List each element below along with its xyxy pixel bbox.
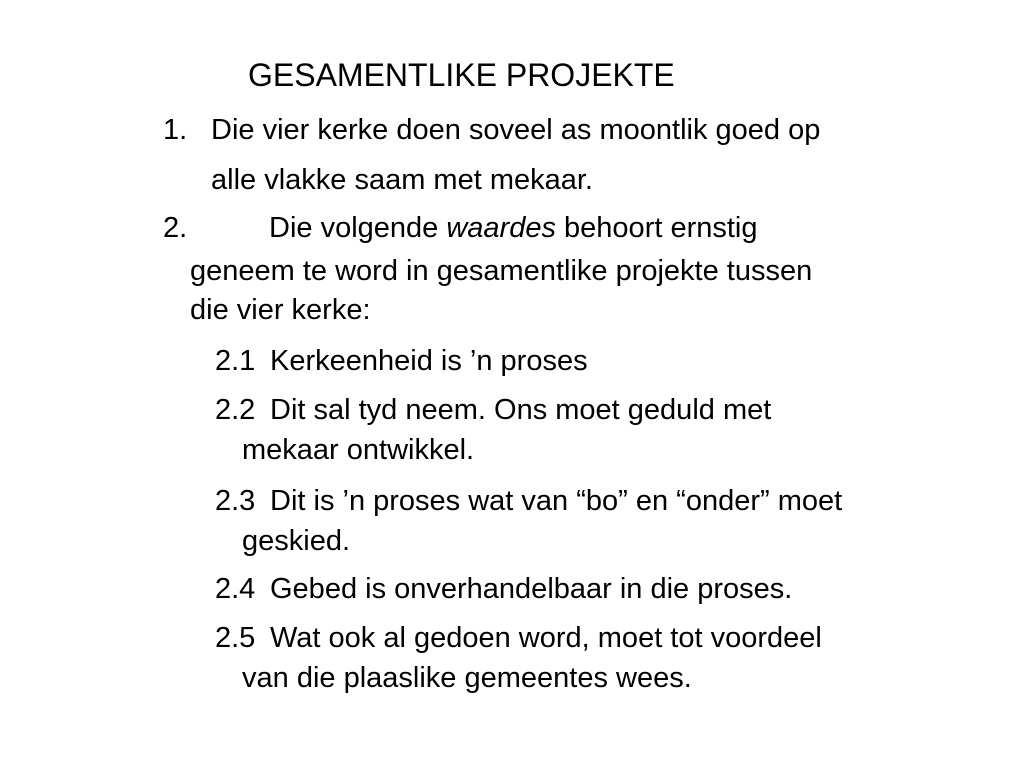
subitem-number: 2.2: [215, 394, 256, 426]
item-2-number: 2.: [163, 212, 188, 244]
subitem-2-3: [215, 483, 842, 519]
item-1-text: Die vier kerke doen soveel as moontlik goed op: [211, 114, 821, 146]
subitem-2-5-continuation: van die plaaslike gemeentes wees.: [242, 662, 692, 694]
subitem-text: Dit sal tyd neem. Ons moet geduld met: [270, 394, 772, 426]
subitem-2-2: [215, 392, 771, 428]
subitem-2-1: [215, 343, 588, 379]
subitem-2-3-continuation: geskied.: [242, 525, 351, 557]
item-2-line-1: [163, 210, 758, 246]
item-1-line-2: alle vlakke saam met mekaar.: [211, 164, 593, 196]
subitem-number: 2.1: [215, 345, 256, 377]
subitem-text: Wat ook al gedoen word, moet tot voordeel: [270, 622, 822, 654]
subitem-number: 2.3: [215, 485, 256, 517]
subitem-2-4: [215, 571, 792, 607]
item-1-number: 1.: [163, 114, 188, 146]
subitem-number: 2.4: [215, 573, 256, 605]
subitem-2-5: [215, 620, 822, 656]
subitem-text: Gebed is onverhandelbaar in die proses.: [270, 573, 793, 605]
item-2-emphasis: waardes: [446, 212, 556, 244]
subitem-text: Kerkeenheid is ’n proses: [270, 345, 588, 377]
subitem-text: Dit is ’n proses wat van “bo” en “onder” moet: [270, 485, 843, 517]
item-2-text-before: Die volgende: [269, 212, 439, 244]
slide-title: GESAMENTLIKE PROJEKTE: [248, 57, 675, 93]
subitem-2-2-continuation: mekaar ontwikkel.: [242, 434, 475, 466]
item-2-line-2: geneem te word in gesamentlike projekte tussen: [190, 255, 813, 287]
item-2-line-3: die vier kerke:: [190, 294, 371, 326]
item-1-line-1: [163, 112, 820, 148]
subitem-number: 2.5: [215, 622, 256, 654]
item-2-text-after: behoort ernstig: [564, 212, 758, 244]
